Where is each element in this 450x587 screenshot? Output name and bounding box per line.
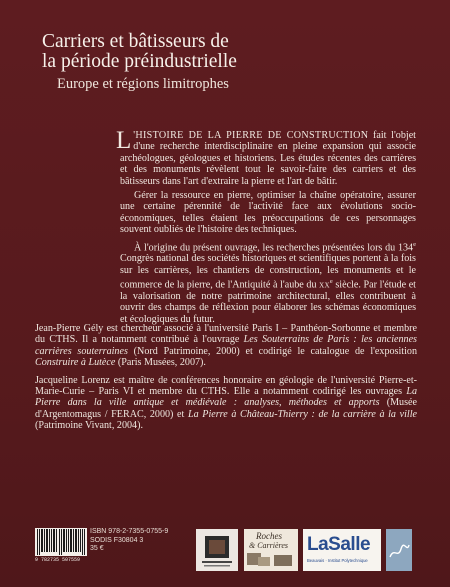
blurb-paragraph-1 [116, 127, 416, 187]
barcode [35, 528, 87, 564]
author-bio-gely [35, 323, 417, 369]
blurb [116, 127, 416, 325]
book-title [42, 32, 422, 72]
superscript-e-2: e [329, 278, 333, 286]
bio2-end: (Patrimoine Vivant, 2004). [35, 420, 143, 432]
author-bios [35, 323, 417, 432]
bio2-book-1: La Pierre dans la ville antique et médiévale : analyses, méthodes et apports [35, 386, 417, 409]
price-text: 35 € [90, 545, 104, 552]
superscript-e: e [413, 240, 416, 248]
blurb-p3-a: À l'origine du présent ouvrage, les recherches présentées lors du 134 [134, 242, 414, 254]
blurb-paragraph-2: Gérer la ressource en pierre, optimiser la chaîne opératoire, assurer une certaine pérennité de l'activité face aux évolutions socio-économiques, telles étaient les préoccupations de ces personnages souvent oubliés de l'histoire des techniques. [120, 190, 416, 236]
century-numeral: xx [319, 279, 330, 291]
isbn-text: ISBN 978-2-7355-0755-9 [90, 528, 169, 535]
signature-logo-icon [386, 529, 412, 571]
title-line-1: Carriers et bâtisseurs de [42, 31, 229, 52]
bio1-book-2: Construire à Lutèce [35, 357, 116, 369]
publisher-logo-roches-carrieres [244, 529, 298, 571]
bio1-intro: Jean-Pierre Gély est chercheur associé à l'université Paris I – Panthéon-Sorbonne et membre du CTHS. Il a notamment contribué à l'ouvrage [35, 323, 417, 346]
logo3-main: LaSalle [307, 534, 371, 555]
institution-logo-icon [196, 529, 238, 571]
isbn-block [90, 528, 168, 554]
blurb-lead-in: 'HISTOIRE DE LA PIERRE DE CONSTRUCTION [133, 130, 369, 141]
bio1-book-1: Les Souterrains de Paris : les anciennes carrières souterraines [35, 334, 417, 357]
bio2-mid: (Musée d'Argentomagus / FERAC, 2000) et [35, 397, 417, 420]
drop-cap: L [116, 127, 132, 154]
barcode-digits: 9 782735 507559 [35, 557, 81, 563]
book-subtitle: Europe et régions limitrophes [57, 76, 229, 92]
publisher-logo-1 [196, 529, 238, 571]
blurb-paragraph-3 [120, 239, 416, 326]
sodis-text: SODIS F30804 3 [90, 536, 144, 544]
publisher-logo-4 [386, 529, 412, 571]
bio1-end: (Paris Musées, 2007). [115, 357, 206, 369]
publisher-logo-lasalle [303, 529, 381, 571]
logo2-line1: Roches [256, 531, 282, 541]
title-line-2: la période préindustrielle [42, 51, 237, 72]
logo2-line2: & Carrières [249, 541, 289, 550]
bio2-intro: Jacqueline Lorenz est maître de conférences honoraire en géologie de l'université Pierre-et-Marie-Curie – Paris VI et membre du CTHS. Elle a notamment codirigé les ouvrages [35, 374, 417, 398]
blurb-p3-c: siècle. Par l'étude et la valorisation de notre patrimoine architectural, elles contribuent à ouvrir des champs de réflexion pour élaborer les schémas économiques et écologiques du futur. [120, 279, 416, 325]
logo3-sub: Beauvais · Institut Polytechnique [307, 558, 368, 563]
author-bio-lorenz [35, 375, 417, 432]
blurb-p3-b: Congrès national des sociétés historiques et scientifiques portent à la fois sur les carrières, les chantiers de construction, les monuments et le commerce de la pierre, de l'Antiquité à l'aube du [120, 253, 416, 291]
bio1-mid: (Nord Patrimoine, 2000) et codirigé le catalogue de l'exposition [127, 345, 417, 357]
blurb-p1-text: fait l'objet d'une recherche interdisciplinaire en pleine expansion qui associe archéologues, géologues et historiens. Les études récentes des carrières et des monuments révèlent tout le savoir-faire des carriers et des bâtisseurs dans l'art d'extraire la pierre et l'art de bâtir. [120, 130, 416, 187]
barcode-bars-icon [35, 528, 87, 556]
bio2-book-2: La Pierre à Château-Thierry : de la carrière à la ville [187, 408, 417, 420]
